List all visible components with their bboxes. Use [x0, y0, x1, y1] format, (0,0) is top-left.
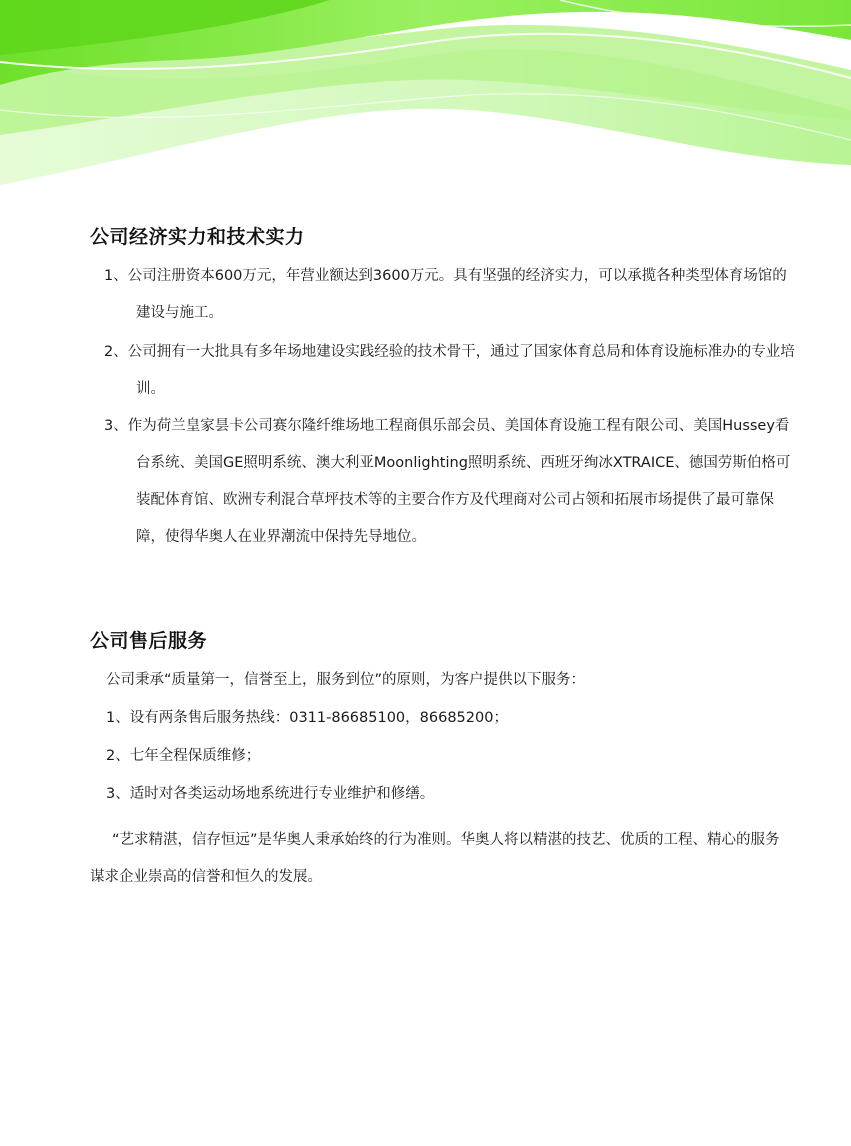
section-title-service: 公司售后服务 [90, 630, 208, 652]
strength-item-2: 2、公司拥有一大批具有多年场地建设实践经验的技术骨干，通过了国家体育总局和体育设施标准办的专业培训。 [104, 344, 795, 397]
service-item-1: 1、设有两条售后服务热线：0311-86685100，86685200； [106, 710, 508, 726]
strength-item-3: 3、作为荷兰皇家昙卡公司赛尔隆纤维场地工程商俱乐部会员、美国体育设施工程有限公司、美国Hussey看台系统、美国GE照明系统、澳大利亚Moonlighting照明系统、西班牙绚冰XTRAICE、德国劳斯伯格可装配体育馆、欧洲专利混合草坪技术等的主要合作方及代理商对公司占领和拓展市场提供了最可靠保障，使得华奥人在业界潮流中保持先导地位。 [104, 418, 791, 545]
service-item-3: 3、适时对各类运动场地系统进行专业维护和修缮。 [106, 786, 435, 802]
header-wave-graphic [0, 0, 851, 200]
closing-statement: “艺求精湛，信存恒远”是华奥人秉承始终的行为准则。华奥人将以精湛的技艺、优质的工程、精心的服务谋求企业崇高的信誉和恒久的发展。 [90, 832, 780, 885]
service-intro: 公司秉承“质量第一，信誉至上，服务到位”的原则，为客户提供以下服务： [106, 672, 586, 688]
section-title-strength: 公司经济实力和技术实力 [90, 226, 305, 248]
strength-item-1: 1、公司注册资本600万元，年营业额达到3600万元。具有坚强的经济实力，可以承揽各种类型体育场馆的建设与施工。 [104, 268, 787, 321]
service-item-2: 2、七年全程保质维修； [106, 748, 261, 764]
